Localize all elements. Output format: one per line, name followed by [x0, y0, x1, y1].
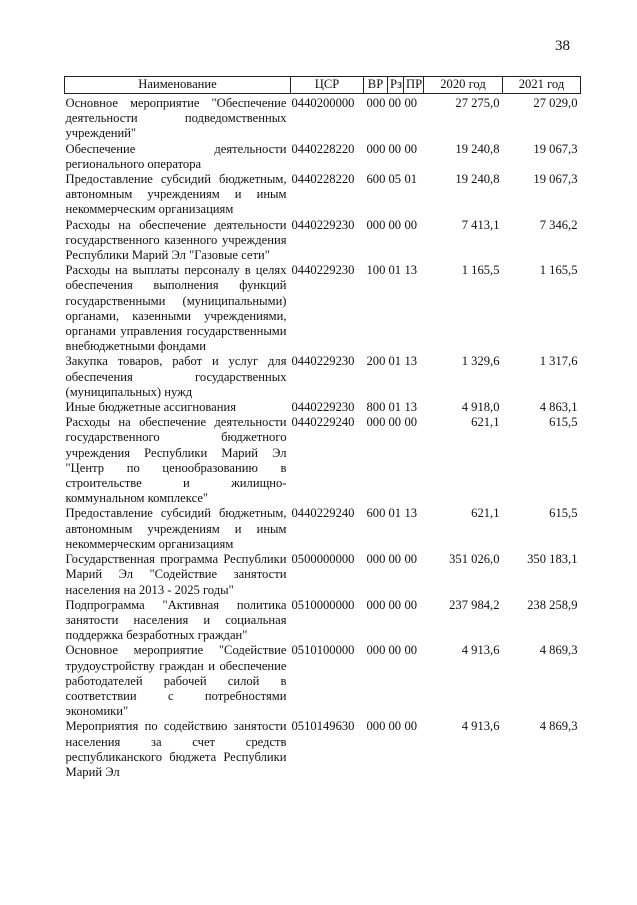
table-row: [65, 719, 581, 780]
cell-pr: 13: [404, 263, 418, 278]
header-pr: ПР: [404, 77, 424, 94]
cell-vr: 000: [366, 597, 386, 612]
cell-rz: 00: [388, 552, 402, 567]
header-rz: Рз: [388, 77, 404, 94]
table-row: [65, 172, 581, 218]
cell-name: Мероприятия по содействию занятости населения за счет средств республиканского бюджета Республики Марий Эл: [65, 719, 287, 779]
cell-y2021: 27 029,0: [533, 96, 578, 110]
cell-csr: 0510149630: [291, 719, 355, 734]
cell-name: Предоставление субсидий бюджетным, автономным учреждениям и иным некоммерческим организациям: [65, 506, 287, 551]
cell-vr: 600: [366, 506, 386, 521]
cell-name: Основное мероприятие "Содействие трудоустройству граждан и обеспечение работодателей рабочей силой в соответствии с потребностями экономики": [65, 643, 287, 719]
cell-y2020: 621,1: [471, 415, 500, 430]
cell-y2020: 7 413,1: [461, 217, 500, 232]
cell-pr: 13: [404, 354, 418, 369]
cell-y2021: 7 346,2: [539, 217, 578, 232]
page-number: 38: [555, 38, 570, 54]
cell-vr: 000: [366, 643, 386, 658]
cell-rz: 01: [388, 506, 402, 521]
cell-y2021: 19 067,3: [533, 141, 578, 156]
cell-y2020: 237 984,2: [449, 597, 500, 612]
cell-y2021: 238 258,9: [527, 597, 578, 612]
cell-rz: 00: [388, 96, 402, 110]
table-row: [65, 263, 581, 354]
header-vr: ВР: [364, 77, 388, 94]
cell-pr: 13: [404, 506, 418, 521]
cell-y2020: 351 026,0: [449, 552, 500, 567]
cell-csr: 0440200000: [291, 96, 355, 110]
cell-csr: 0500000000: [291, 552, 355, 567]
cell-rz: 00: [388, 141, 402, 156]
cell-csr: 0440228220: [291, 141, 355, 156]
cell-vr: 600: [366, 172, 386, 187]
cell-rz: 00: [388, 217, 402, 232]
table-body: [65, 94, 581, 781]
cell-name: Расходы на выплаты персоналу в целях обеспечения выполнения функций государственными (муниципальными) органами, казенными учреждениями, органами управления государственными внебюджетными фондами: [65, 263, 287, 354]
cell-y2020: 4 913,6: [461, 643, 500, 658]
cell-vr: 000: [366, 96, 386, 110]
cell-rz: 01: [388, 263, 402, 278]
cell-pr: 00: [404, 217, 418, 232]
cell-y2021: 19 067,3: [533, 172, 578, 187]
cell-name: Обеспечение деятельности регионального оператора: [65, 141, 287, 171]
cell-y2021: 1 165,5: [539, 263, 578, 278]
cell-vr: 200: [366, 354, 386, 369]
table-row: [65, 400, 581, 415]
cell-vr: 000: [366, 141, 386, 156]
cell-pr: 00: [404, 643, 418, 658]
table-row: [65, 415, 581, 506]
cell-name: Подпрограмма "Активная политика занятости населения и социальная поддержка безработных граждан": [65, 597, 287, 643]
header-2021: 2021 год: [503, 77, 581, 94]
table-row: [65, 506, 581, 552]
table-row: [65, 598, 581, 644]
cell-rz: 01: [388, 400, 402, 415]
cell-name: Иные бюджетные ассигнования: [65, 400, 237, 415]
header-name: Наименование: [65, 77, 291, 94]
cell-vr: 000: [366, 552, 386, 567]
cell-rz: 00: [388, 597, 402, 612]
cell-name: Расходы на обеспечение деятельности государственного бюджетного учреждения Республики Марий Эл "Центр по ценообразованию в строительстве и жилищно-коммунальном комплексе": [65, 415, 287, 506]
cell-vr: 800: [366, 400, 386, 415]
cell-name: Государственная программа Республики Марий Эл "Содействие занятости населения на 2013 - 2025 годы": [65, 552, 287, 597]
cell-y2020: 1 165,5: [461, 263, 500, 278]
table-header: [65, 77, 581, 94]
cell-name: Предоставление субсидий бюджетным, автономным учреждениям и иным некоммерческим организациям: [65, 172, 287, 217]
budget-table: [64, 76, 581, 780]
cell-y2020: 1 329,6: [461, 354, 500, 369]
cell-rz: 00: [388, 415, 402, 430]
cell-rz: 01: [388, 354, 402, 369]
cell-pr: 00: [404, 719, 418, 734]
cell-y2020: 27 275,0: [455, 96, 500, 110]
cell-pr: 00: [404, 597, 418, 612]
table-row: [65, 96, 581, 142]
cell-pr: 00: [404, 552, 418, 567]
cell-y2021: 1 317,6: [539, 354, 578, 369]
cell-vr: 000: [366, 719, 386, 734]
cell-rz: 05: [388, 172, 402, 187]
cell-name: Основное мероприятие "Обеспечение деятельности подведомственных учреждений": [65, 96, 287, 141]
cell-name: Закупка товаров, работ и услуг для обеспечения государственных (муниципальных) нужд: [65, 354, 287, 399]
cell-y2021: 350 183,1: [527, 552, 578, 567]
table-row: [65, 142, 581, 172]
cell-pr: 00: [404, 141, 418, 156]
cell-csr: 0440229230: [291, 217, 355, 232]
cell-y2020: 621,1: [471, 506, 500, 521]
cell-y2021: 4 869,3: [539, 643, 578, 658]
cell-y2021: 4 863,1: [539, 400, 578, 415]
cell-rz: 00: [388, 719, 402, 734]
cell-pr: 13: [404, 400, 418, 415]
cell-csr: 0440229240: [291, 506, 355, 521]
cell-csr: 0440229230: [291, 263, 355, 278]
cell-y2021: 4 869,3: [539, 719, 578, 734]
header-csr: ЦСР: [291, 77, 364, 94]
cell-y2020: 19 240,8: [455, 172, 500, 187]
cell-y2020: 19 240,8: [455, 141, 500, 156]
cell-pr: 00: [404, 415, 418, 430]
table-row: [65, 218, 581, 264]
cell-csr: 0440229240: [291, 415, 355, 430]
cell-y2020: 4 918,0: [461, 400, 500, 415]
cell-vr: 000: [366, 415, 386, 430]
cell-pr: 01: [404, 172, 418, 187]
cell-vr: 000: [366, 217, 386, 232]
header-2020: 2020 год: [424, 77, 503, 94]
cell-name: Расходы на обеспечение деятельности государственного казенного учреждения Республики Марий Эл "Газовые сети": [65, 217, 287, 263]
cell-csr: 0510000000: [291, 597, 355, 612]
cell-csr: 0440229230: [291, 354, 355, 369]
cell-y2020: 4 913,6: [461, 719, 500, 734]
cell-csr: 0510100000: [291, 643, 355, 658]
cell-y2021: 615,5: [549, 506, 578, 521]
table-row: [65, 354, 581, 400]
cell-vr: 100: [366, 263, 386, 278]
cell-pr: 00: [404, 96, 418, 110]
cell-csr: 0440229230: [291, 400, 355, 415]
cell-y2021: 615,5: [549, 415, 578, 430]
cell-csr: 0440228220: [291, 172, 355, 187]
table-row: [65, 643, 581, 719]
table-row: [65, 552, 581, 598]
cell-rz: 00: [388, 643, 402, 658]
